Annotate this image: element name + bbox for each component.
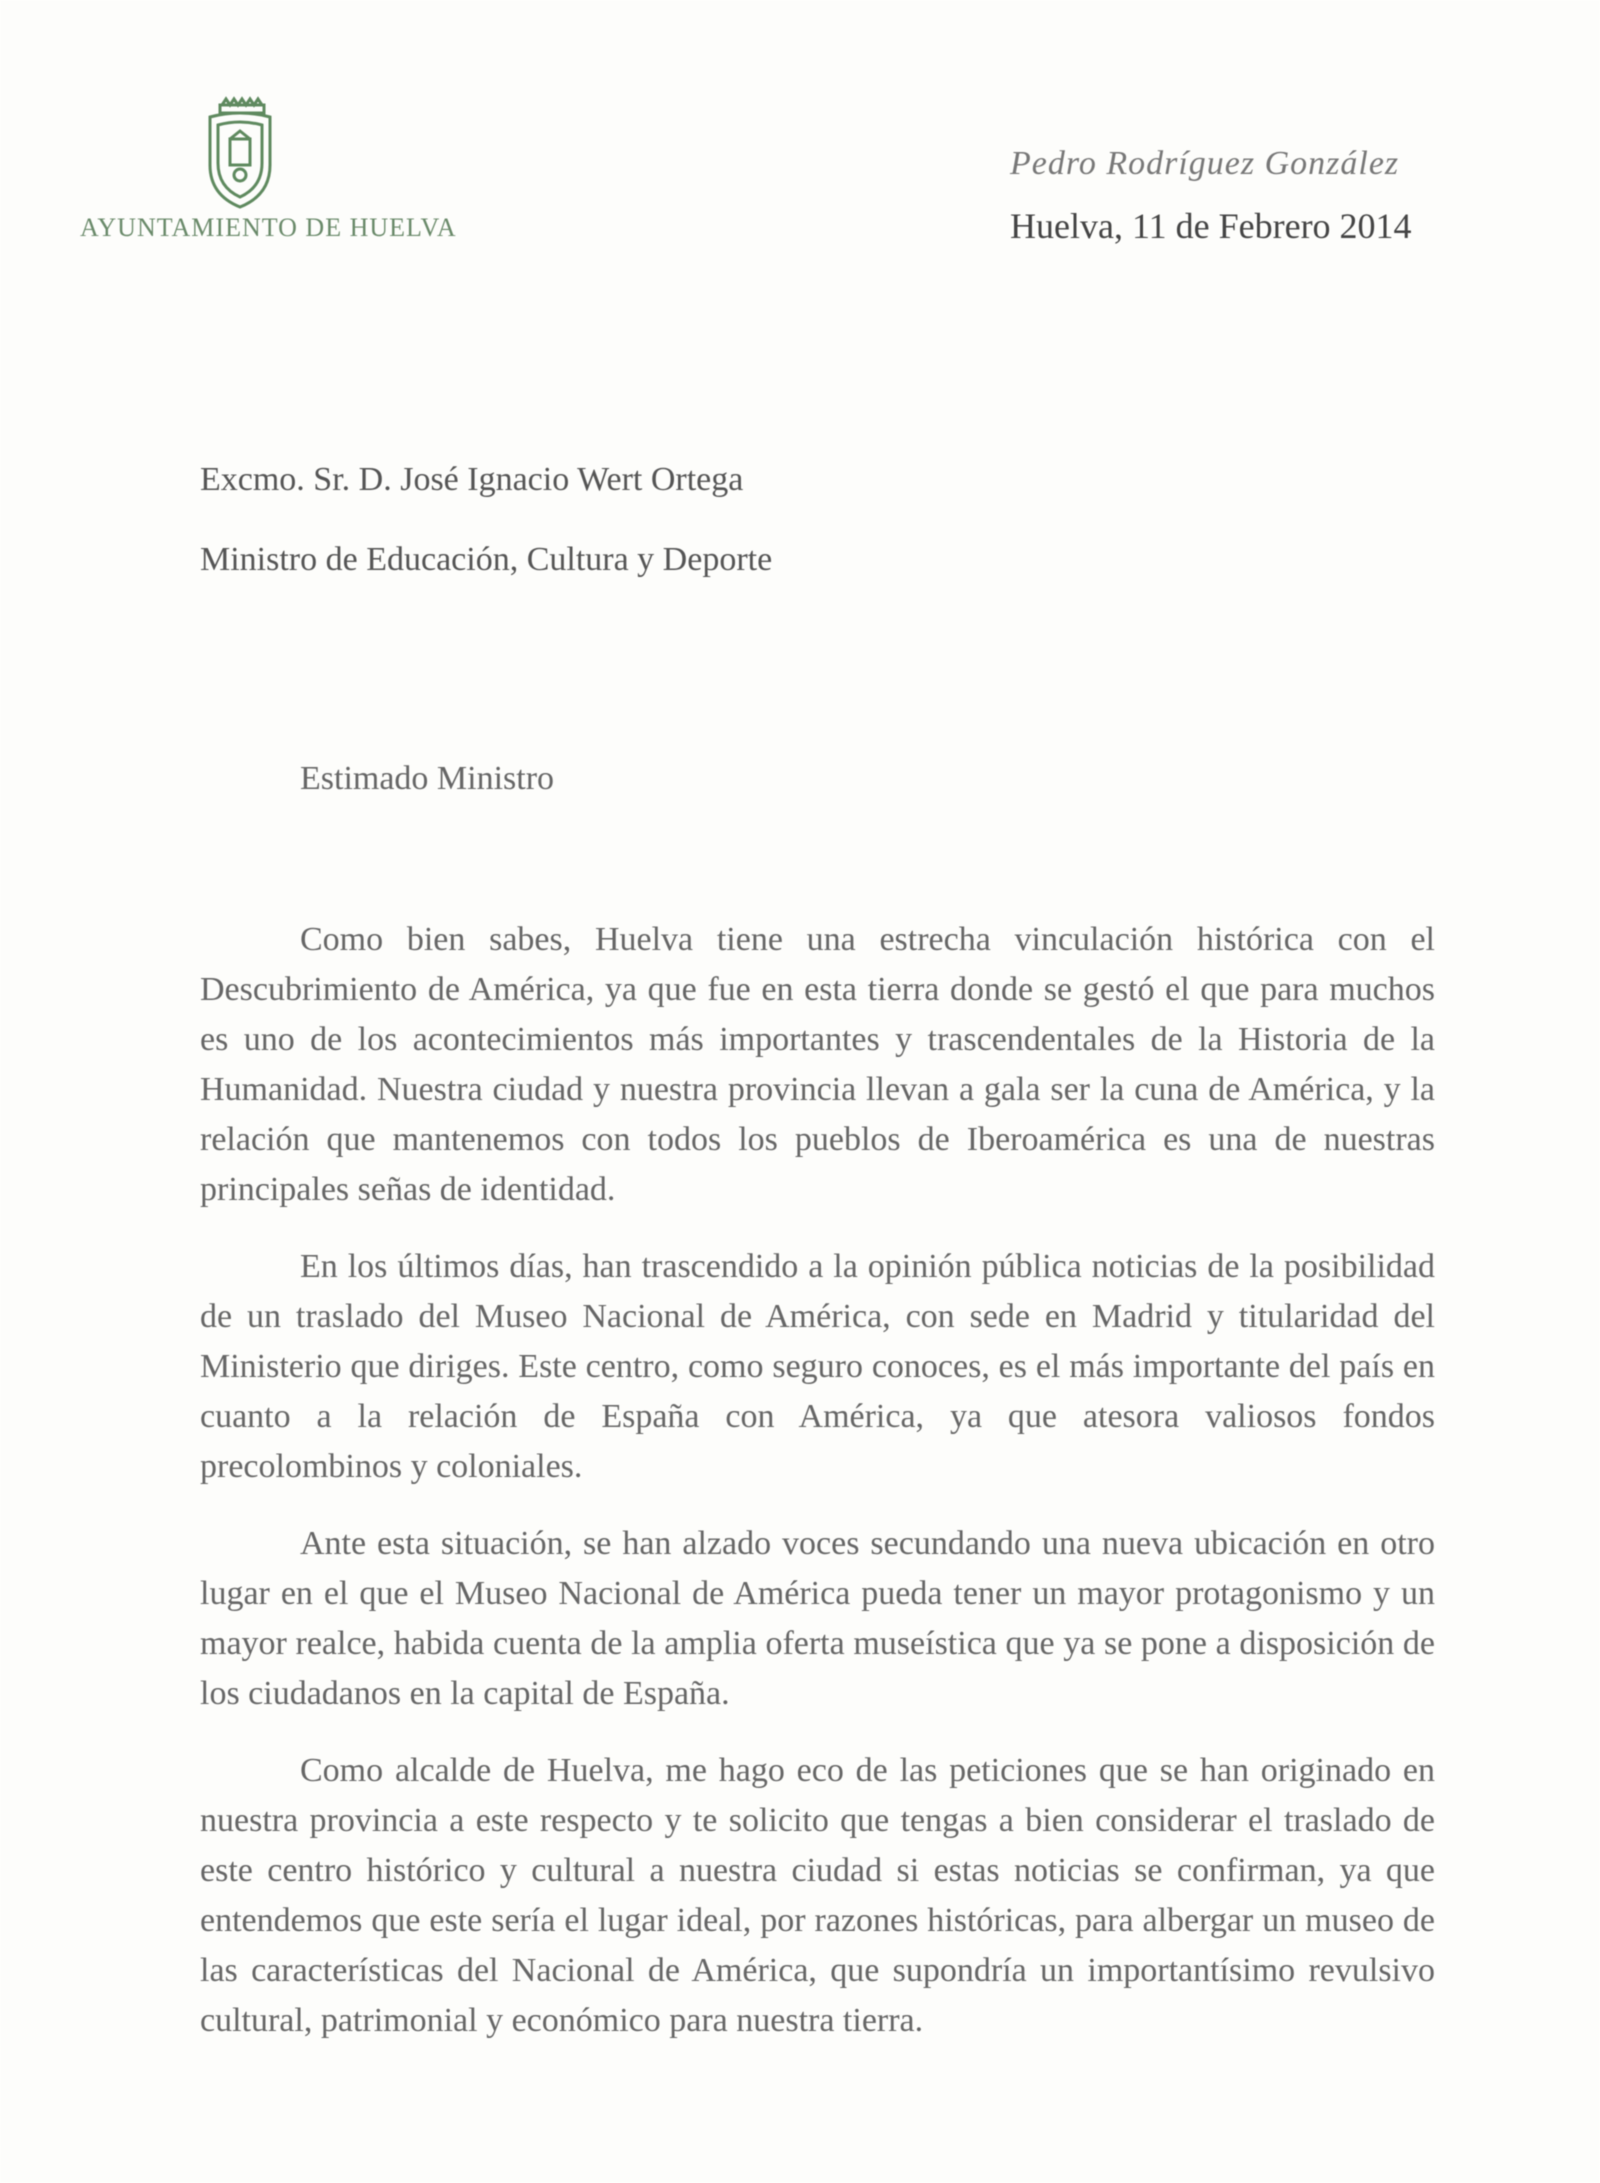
letter-body bbox=[200, 915, 1435, 2073]
recipient-name: Excmo. Sr. D. José Ignacio Wert Ortega bbox=[200, 461, 744, 498]
letterhead bbox=[80, 95, 457, 255]
recipient-block bbox=[200, 440, 772, 600]
body-paragraph: En los últimos días, han trascendido a la opinión pública noticias de la posibilidad de un traslado del Museo Nacional de América, con sede en Madrid y titularidad del Ministerio que diriges. Este centro, como seguro conoces, es el más importante del país en cuanto a la relación de España con América, ya que atesora valiosos fondos precolombinos y coloniales. bbox=[200, 1248, 1435, 1485]
municipal-crest-icon bbox=[192, 95, 288, 215]
salutation: Estimado Ministro bbox=[300, 760, 555, 797]
recipient-title: Ministro de Educación, Cultura y Deporte bbox=[200, 541, 773, 578]
body-paragraph: Ante esta situación, se han alzado voces secundando una nueva ubicación en otro lugar en el que el Museo Nacional de América pueda tener un mayor protagonismo y un mayor realce, habida cuenta de la amplia oferta museística que ya se pone a disposición de los ciudadanos en la capital de España. bbox=[200, 1525, 1435, 1712]
body-paragraph: Como bien sabes, Huelva tiene una estrecha vinculación histórica con el Descubrimiento de América, ya que fue en esta tierra donde se gestó el que para muchos es uno de los acontecimientos más importantes y trascendentales de la Historia de la Humanidad. Nuestra ciudad y nuestra provincia llevan a gala ser la cuna de América, y la relación que mantenemos con todos los pueblos de Iberoamérica es una de nuestras principales señas de identidad. bbox=[200, 921, 1435, 1208]
organization-name: AYUNTAMIENTO DE HUELVA bbox=[80, 213, 457, 242]
handwritten-signature: Pedro Rodríguez González bbox=[1010, 145, 1400, 182]
date-line: Huelva, 11 de Febrero 2014 bbox=[1010, 206, 1412, 246]
body-paragraph: Como alcalde de Huelva, me hago eco de las peticiones que se han originado en nuestra provincia a este respecto y te solicito que tengas a bien considerar el traslado de este centro histórico y cultural a nuestra ciudad si estas noticias se confirman, ya que entendemos que este sería el lugar ideal, por razones históricas, para albergar un museo de las características del Nacional de América, que supondría un importantísimo revulsivo cultural, patrimonial y económico para nuestra tierra. bbox=[200, 1752, 1435, 2039]
